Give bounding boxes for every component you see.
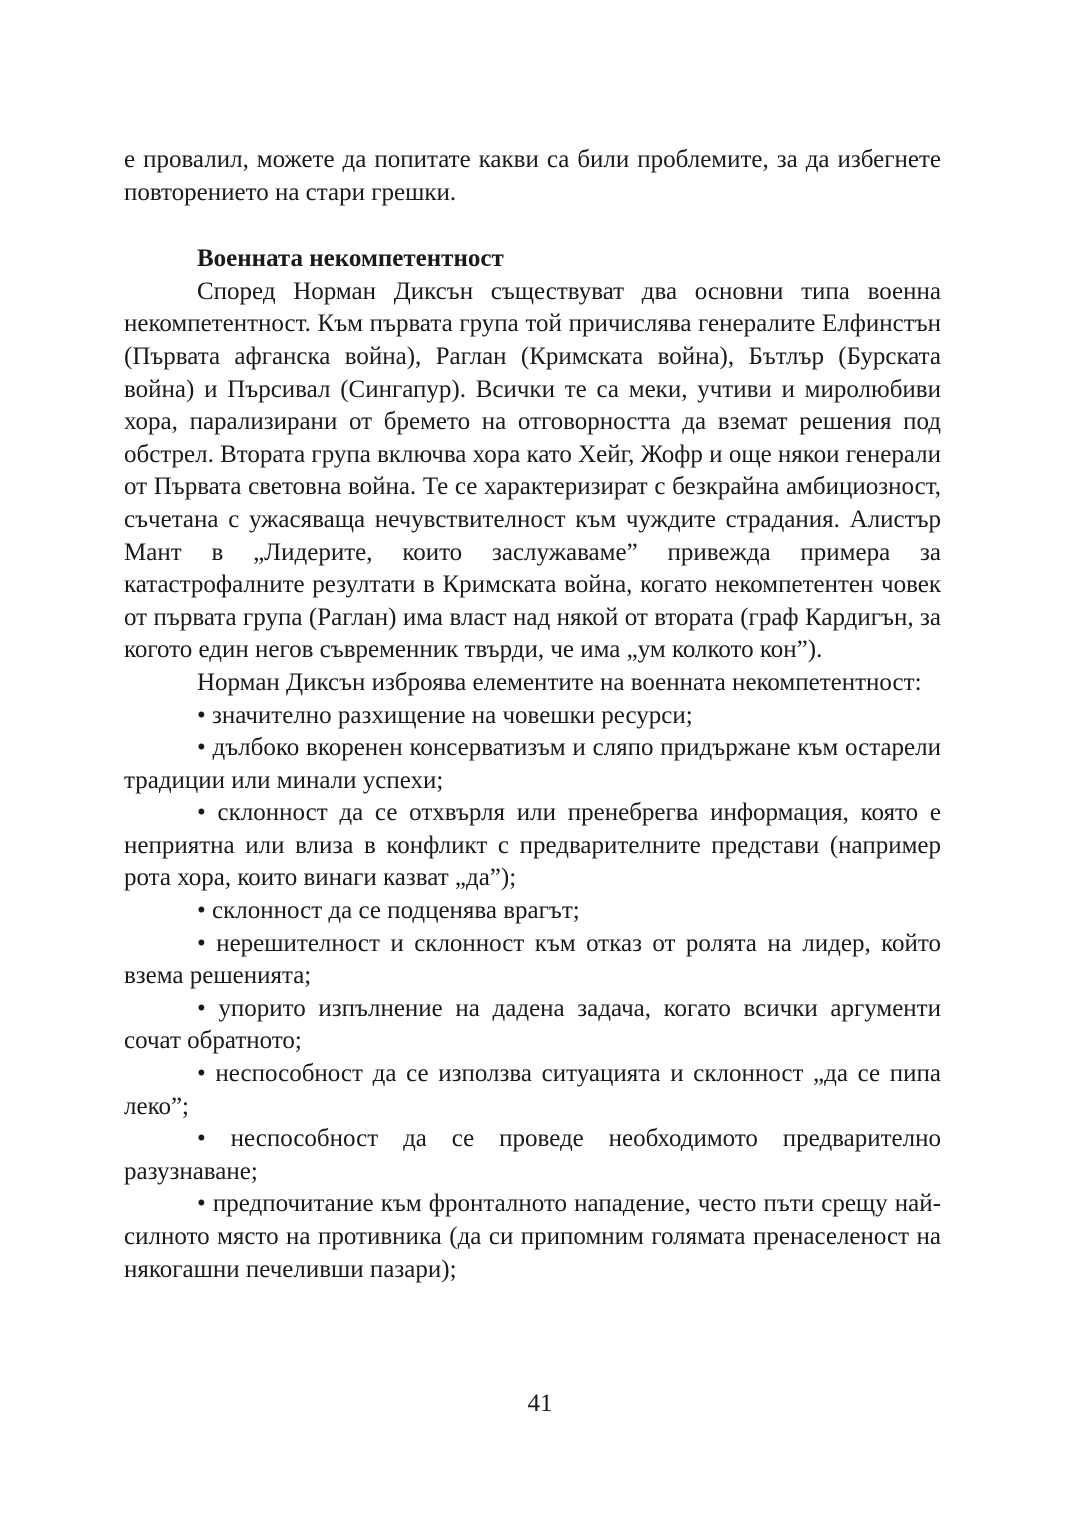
list-item: • предпочитание към фронталното нападение, често пъти срещу най-силното място на противника (да си припомним голямата пренаселеност на някогашни печеливши пазари);	[124, 1190, 941, 1283]
section-heading: Военната некомпетентност	[197, 245, 504, 273]
list-item: • дълбоко вкоренен консерватизъм и сляпо придържане към остарели традиции или минали успехи;	[124, 734, 941, 794]
intro-paragraph: е провалил, можете да попитате какви са били проблемите, за да избегнете повторението на стари грешки.	[124, 146, 941, 206]
list-item: • упорито изпълнение на дадена задача, когато всички аргументи сочат обратното;	[124, 994, 941, 1055]
page-number: 41	[527, 1390, 553, 1417]
list-item: • значително разхищение на човешки ресурси;	[197, 701, 693, 729]
body-paragraph: Норман Диксън изброява елементите на военната некомпетентност:	[197, 668, 922, 696]
list-item: • склонност да се отхвърля или пренебрегва информация, която е неприятна или влиза в конфликт с предварителните представи (например рота хора, които винаги казват „да”);	[124, 799, 941, 892]
list-item: • нерешителност и склонност към отказ от ролята на лидер, който взема решенията;	[124, 929, 941, 990]
body-paragraph: Според Норман Диксън съществуват два основни типа военна некомпетентност. Към първата група той причислява генералите Елфинстън (Първата афганска война), Раглан (Кримската война), Бътлър (Бурската война) и Пърсивал (Сингапур). Всички те са меки, учтиви и миролюбиви хора, парализирани от бремето на отговорността да вземат решения под обстрел. Втората група включва хора като Хейг, Жофр и още някои генерали от Първата световна война. Те се характеризират с безкрайна амбициозност, съчетана с ужасяваща нечувствителност към чуждите страдания. Алистър Мант в „Лидерите, които заслужаваме” привежда примера за катастрофалните резултати в Кримската война, когато некомпетентен човек от първата група (Раглан) има власт над някой от втората (граф Кардигън, за когото един негов съвременник твърди, че има „ум колкото кон”).	[124, 277, 941, 664]
list-item: • неспособност да се проведе необходимото предварително разузнаване;	[124, 1125, 941, 1185]
document-body	[124, 144, 941, 1286]
list-item: • неспособност да се използва ситуацията и склонност „да се пипа леко”;	[124, 1060, 941, 1120]
list-item: • склонност да се подценява врагът;	[197, 897, 580, 925]
